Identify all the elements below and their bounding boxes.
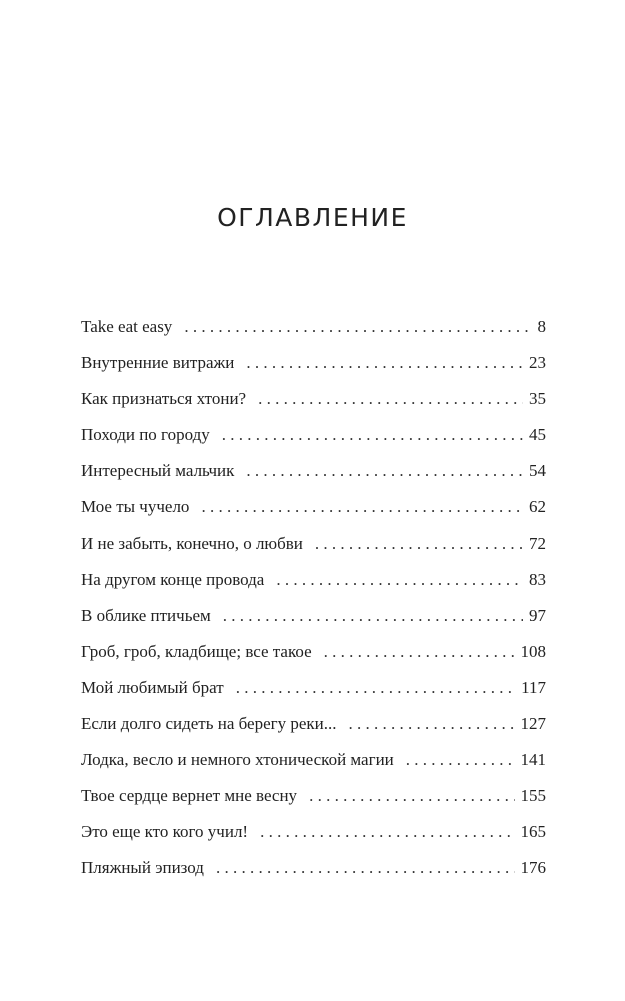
entry-title: Интересный мальчик <box>81 461 235 481</box>
dot-leader <box>406 750 515 770</box>
toc-entry[interactable] <box>81 714 546 750</box>
entry-page-number: 72 <box>529 533 546 553</box>
dot-leader <box>223 606 523 626</box>
dot-leader <box>349 714 515 734</box>
entry-title: Как признаться хтони? <box>81 389 247 409</box>
toc-entry[interactable] <box>81 425 546 461</box>
entry-page-number: 127 <box>520 714 546 734</box>
toc-entry[interactable] <box>81 534 546 570</box>
toc-entry[interactable] <box>81 750 546 786</box>
entry-page-number: 45 <box>529 425 546 445</box>
page-title: ОГЛАВЛЕНИЕ <box>217 203 408 232</box>
entry-page-number: 165 <box>520 822 546 842</box>
toc-entry[interactable] <box>81 353 546 389</box>
entry-page-number: 23 <box>529 353 546 373</box>
toc-entry[interactable] <box>81 570 546 606</box>
entry-page-number: 117 <box>521 677 546 697</box>
toc-entry[interactable] <box>81 497 546 533</box>
dot-leader <box>324 642 515 662</box>
entry-title: Мой любимый брат <box>81 677 224 697</box>
toc-entry[interactable] <box>81 858 546 894</box>
entry-title: Пляжный эпизод <box>81 858 204 878</box>
dot-leader <box>216 858 515 878</box>
entry-title: Это еще кто кого учил! <box>81 822 249 842</box>
entry-page-number: 155 <box>520 786 546 806</box>
entry-page-number: 141 <box>520 750 546 770</box>
entry-page-number: 8 <box>537 317 546 336</box>
toc-entry[interactable] <box>81 606 546 642</box>
entry-page-number: 35 <box>529 389 546 409</box>
dot-leader <box>246 461 523 481</box>
toc-entry[interactable] <box>81 461 546 497</box>
dot-leader <box>184 317 531 337</box>
toc-entry[interactable] <box>81 389 546 425</box>
toc-entry[interactable] <box>81 822 546 858</box>
entry-page-number: 83 <box>529 569 546 589</box>
entry-title: Гроб, гроб, кладбище; все такое <box>81 641 312 661</box>
toc-entry[interactable] <box>81 317 546 353</box>
entry-title: Мое ты чучело <box>81 497 190 517</box>
dot-leader <box>246 353 523 373</box>
entry-title: Если долго сидеть на берегу реки... <box>81 714 337 734</box>
entry-page-number: 62 <box>529 497 546 517</box>
table-of-contents <box>81 317 546 895</box>
entry-title: Take eat easy <box>81 317 173 336</box>
dot-leader <box>201 497 523 517</box>
toc-entry[interactable] <box>81 678 546 714</box>
dot-leader <box>222 425 523 445</box>
entry-title: Походи по городу <box>81 425 210 445</box>
dot-leader <box>260 822 514 842</box>
dot-leader <box>276 570 523 590</box>
entry-title: Внутренние витражи <box>81 353 235 373</box>
entry-title: В облике птичьем <box>81 605 211 625</box>
entry-page-number: 108 <box>520 641 546 661</box>
entry-title: Лодка, весло и немного хтонической магии <box>81 750 394 770</box>
entry-title: Твое сердце вернет мне весну <box>81 786 298 806</box>
dot-leader <box>258 389 523 409</box>
dot-leader <box>236 678 515 698</box>
dot-leader <box>315 534 523 554</box>
entry-title: На другом конце провода <box>81 569 265 589</box>
toc-entry[interactable] <box>81 786 546 822</box>
entry-title: И не забыть, конечно, о любви <box>81 533 303 553</box>
entry-page-number: 97 <box>529 605 546 625</box>
toc-entry[interactable] <box>81 642 546 678</box>
dot-leader <box>309 786 514 806</box>
entry-page-number: 54 <box>529 461 546 481</box>
entry-page-number: 176 <box>520 858 546 878</box>
